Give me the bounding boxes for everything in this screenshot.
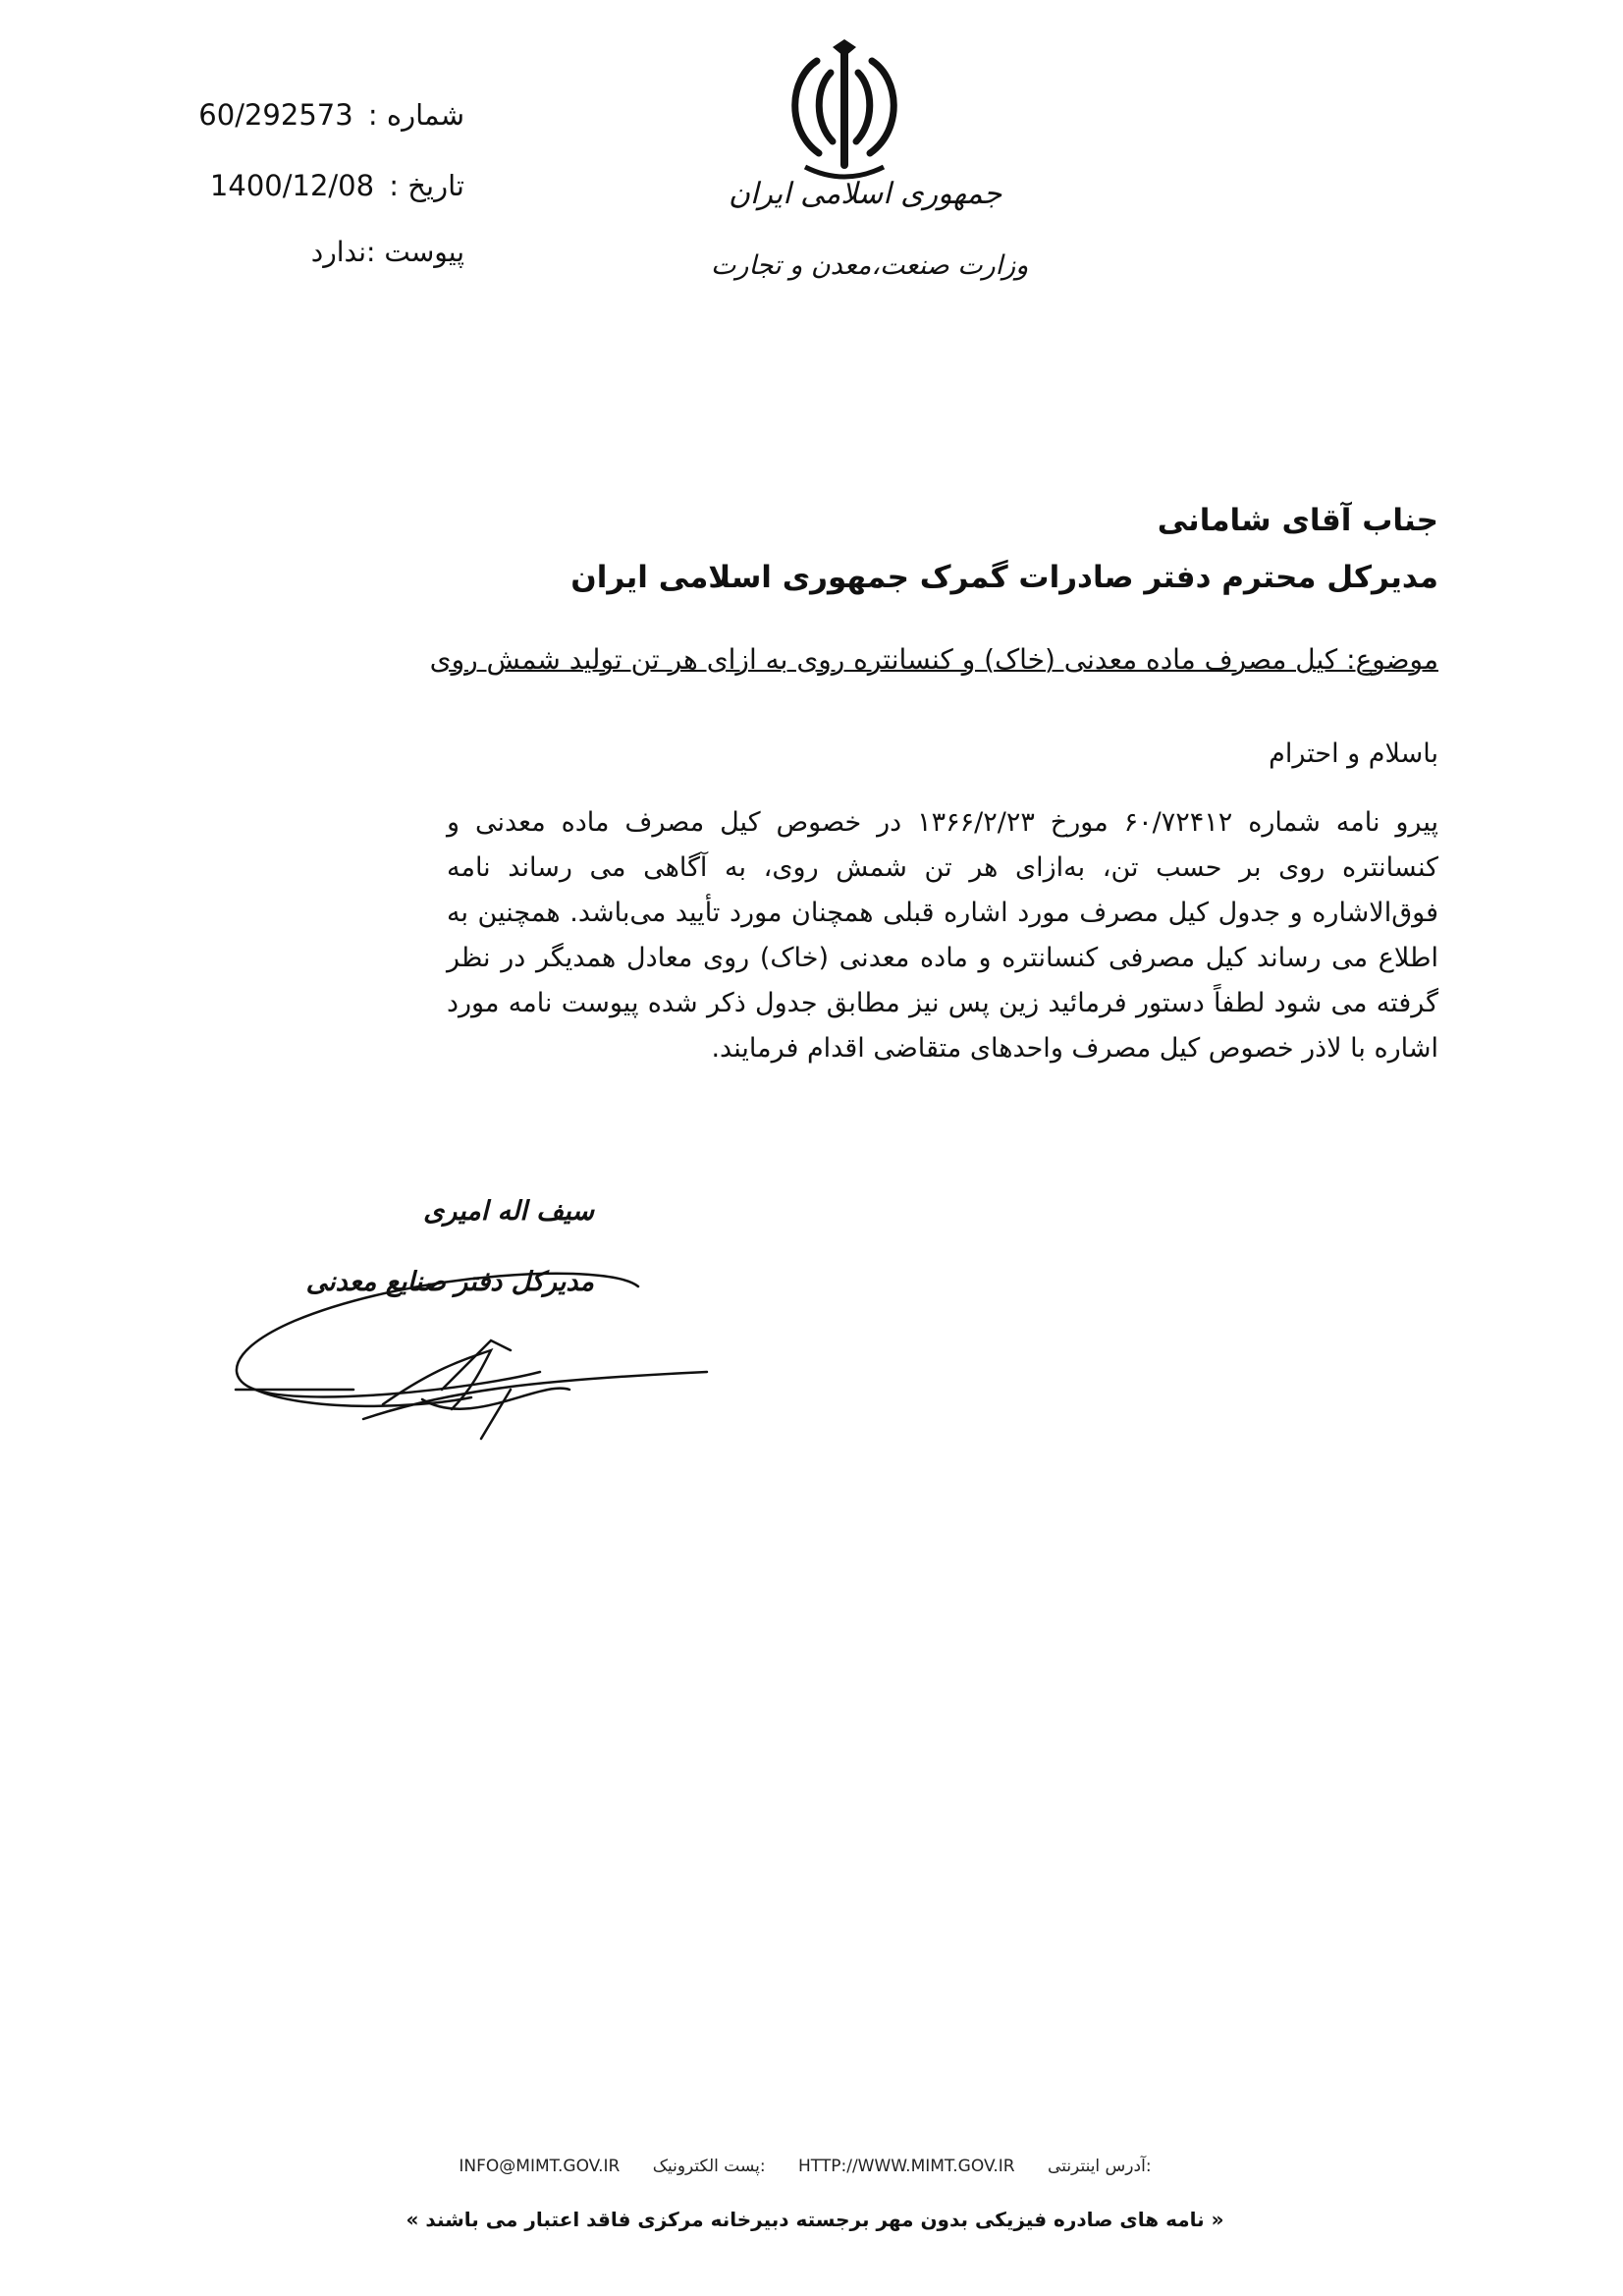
letter-body: پیرو نامه شماره ۶۰/۷۲۴۱۲ مورخ ۱۳۶۶/۲/۲۳ در خصوص کیل مصرف ماده معدنی و کنسانتره روی بر حسب تن، به‌ازای هر تن شمش روی، به آگاهی می رساند نامه فوق‌الاشاره و جدول کیل مصرف مورد اشاره قبلی همچنان مورد تأیید می‌باشد. همچنین به اطلاع می رساند کیل مصرفی کنسانتره و ماده معدنی (خاک) روی معادل همدیگر در نظر گرفته می شود لطفاً دستور فرمائید زین پس نیز مطابق جدول ذکر شده پیوست نامه مورد اشاره با لاذر خصوص کیل مصرف واحدهای متقاضی اقدام فرمایند. (447, 807, 1438, 1064)
letter-number-value: 60/292573 (198, 98, 353, 132)
footer-contact (432, 2157, 1178, 2176)
addressee-name: جناب آقای شامانی (1157, 503, 1438, 538)
footer-email: INFO@MIMT.GOV.IR (459, 2157, 621, 2176)
letter-date-label: تاریخ : (389, 169, 464, 202)
signatory-title: مدیرکل دفتر صنایع معدنی (305, 1267, 594, 1297)
ministry-line-2: وزارت صنعت،معدن و تجارت (711, 250, 1029, 281)
letter-subject-text: موضوع: کیل مصرف ماده معدنی (خاک) و کنسانتره روی به ازای هر تن تولید شمش روی (429, 643, 1438, 676)
letter-date (210, 169, 464, 202)
letter-date-value: 1400/12/08 (209, 169, 375, 202)
letter-number (198, 98, 464, 132)
footer-email-label: پست الکترونیک: (652, 2157, 766, 2176)
letter-number-label: شماره : (367, 98, 464, 132)
handwritten-signature-icon (216, 1242, 727, 1468)
footer-website: HTTP://WWW.MIMT.GOV.IR (798, 2157, 1015, 2176)
letter-attachment: پیوست :ندارد (310, 236, 464, 268)
ministry-line-1: جمهوری اسلامی ایران (729, 177, 1002, 211)
addressee-title: مدیرکل محترم دفتر صادرات گمرک جمهوری اسلامی ایران (570, 560, 1438, 595)
footer-note: « نامه های صادره فیزیکی بدون مهر برجسته دبیرخانه مرکزی فاقد اعتبار می باشند » (406, 2208, 1224, 2231)
footer-website-label: آدرس اینترنتی: (1048, 2157, 1152, 2176)
iran-emblem-icon (776, 39, 913, 187)
greeting: باسلام و احترام (1269, 738, 1438, 769)
letter-subject (430, 643, 1438, 676)
signatory-name: سیف اله امیری (423, 1196, 594, 1227)
